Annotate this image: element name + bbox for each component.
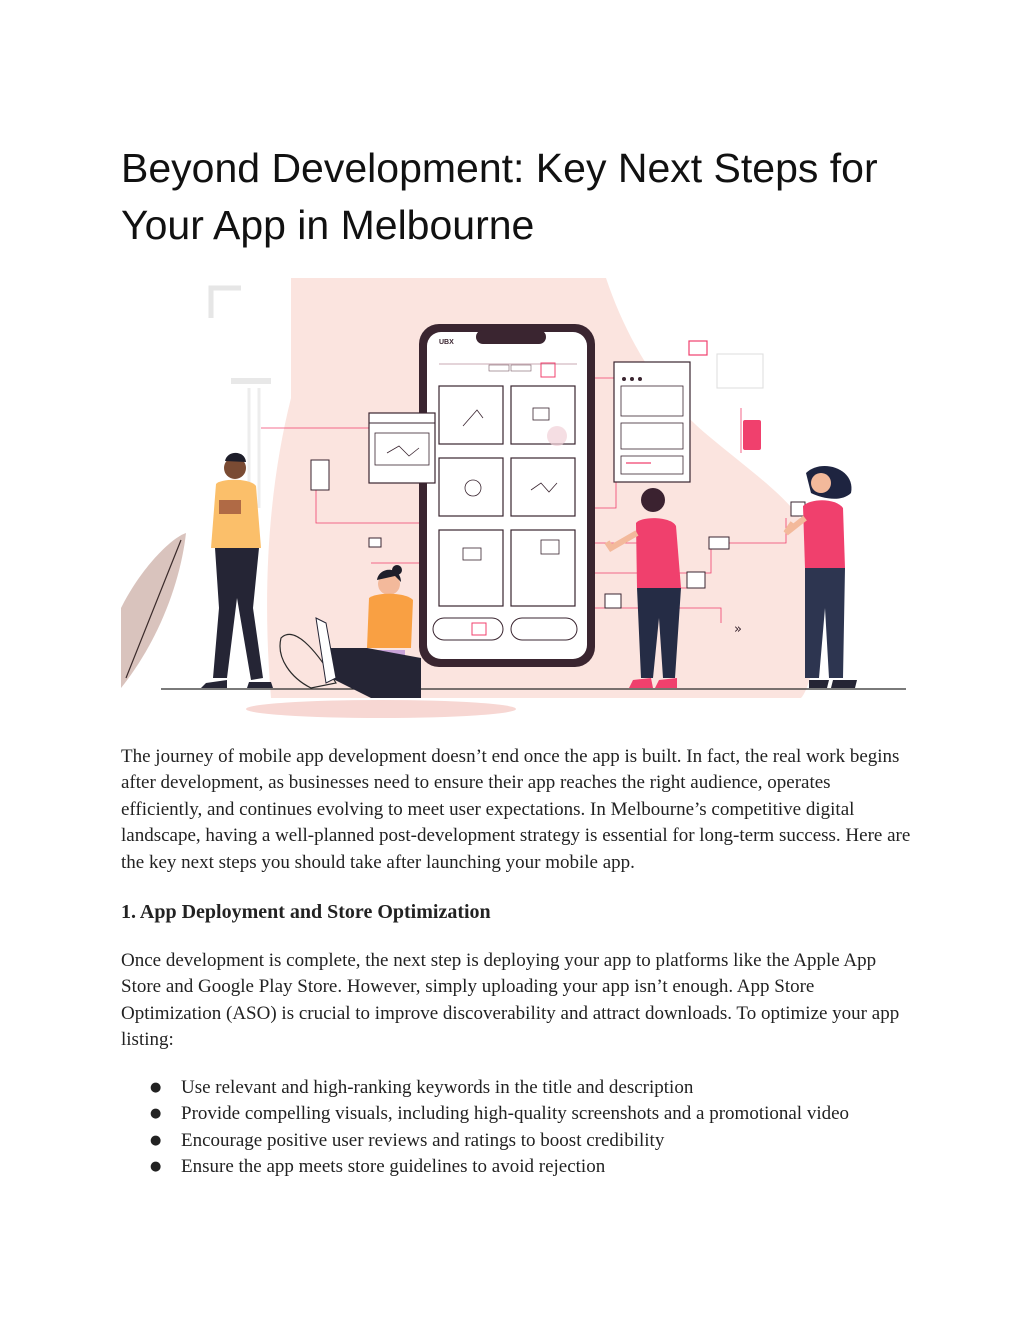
bullet-list — [150, 1075, 910, 1181]
section-paragraph: Once development is complete, the next step is deploying your app to platforms like the Apple App Store and Google Play Store. However, simply uploading your app isn’t enough. App Store Optimization (ASO) is crucial to improve discoverability and attract downloads. To optimize your app listing: — [121, 950, 900, 1051]
list-item: ● Ensure the app meets store guidelines to avoid rejection — [150, 1154, 910, 1180]
person-yellow-shirt — [201, 453, 273, 688]
list-item: ● Use relevant and high-ranking keywords in the title and description — [150, 1075, 910, 1101]
browser-window-right — [614, 362, 690, 482]
list-item: ● Encourage positive user reviews and ratings to boost credibility — [150, 1128, 910, 1154]
section-heading: 1. App Deployment and Store Optimization — [121, 901, 491, 923]
list-item: ● Provide compelling visuals, including high-quality screenshots and a promotional video — [150, 1101, 910, 1127]
page-title: Beyond Development: Key Next Steps for Your App in Melbourne — [121, 145, 878, 248]
browser-window-left — [369, 413, 435, 483]
phone-mockup — [419, 324, 595, 667]
svg-text:UBX: UBX — [439, 339, 454, 346]
hero-illustration — [121, 278, 906, 720]
svg-text:»: » — [734, 622, 742, 637]
intro-paragraph: The journey of mobile app development doesn’t end once the app is built. In fact, the real work begins after development, as businesses need to ensure their app reaches the right audience, operates efficiently, and continues evolving to meet user expectations. In Melbourne’s competitive digital landscape, having a well-planned post-development strategy is essential for long-term success. Here are the key next steps you should take after launching your mobile app. — [121, 746, 911, 873]
